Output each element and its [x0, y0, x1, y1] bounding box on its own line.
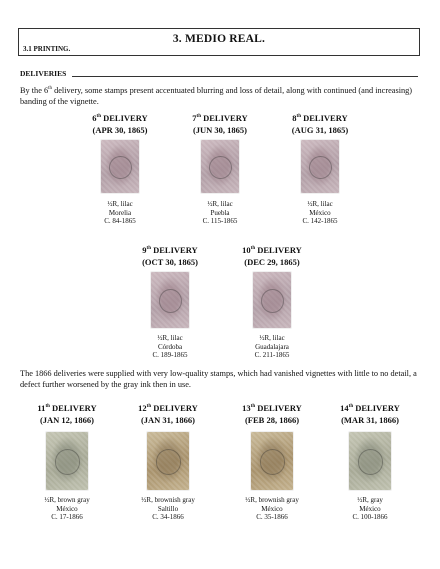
subsection-title: 3.1 PRINTING. [23, 45, 71, 53]
section-title: 3. MEDIO REAL. [172, 33, 266, 45]
stamp-card [270, 112, 370, 226]
stamp-image [201, 140, 239, 193]
stamp-card [70, 112, 170, 226]
delivery-date: (JAN 31, 1866) [140, 415, 196, 425]
delivery-title: 11th DELIVERY [37, 403, 97, 413]
stamp-caption: ½R, gray México C. 100-1866 [352, 496, 388, 522]
stamp-image [46, 432, 88, 490]
delivery-title: 8th DELIVERY [292, 113, 348, 123]
stamp-image [147, 432, 189, 490]
stamp-caption: ½R, lilac Guadalajara C. 211-1865 [254, 334, 290, 360]
delivery-title: 13th DELIVERY [242, 403, 302, 413]
stamp-caption: ½R, lilac Morelia C. 84-1865 [104, 200, 136, 226]
stamp-image [251, 432, 293, 490]
stamp-image [301, 140, 339, 193]
delivery-date: (AUG 31, 1865) [291, 125, 349, 135]
paragraph-1866: The 1866 deliveries were supplied with very low-quality stamps, which had vanished vignettes with little to no detail, a defect further worsened by the gray ink then in use. [20, 369, 417, 389]
stamp-card [120, 244, 220, 360]
delivery-date: (MAR 31, 1866) [341, 415, 399, 425]
stamp-caption: ½R, brown gray México C. 17-1866 [44, 496, 90, 522]
stamp-caption: ½R, lilac México C. 142-1865 [302, 200, 338, 226]
delivery-date: (FEB 28, 1866) [244, 415, 300, 425]
delivery-title: 9th DELIVERY [142, 245, 198, 255]
stamp-caption: ½R, brownish gray Saltillo C. 34-1866 [141, 496, 195, 522]
deliveries-rule [72, 76, 418, 77]
delivery-title: 12th DELIVERY [138, 403, 198, 413]
stamp-image [101, 140, 139, 193]
stamp-image [151, 272, 189, 328]
delivery-title: 10th DELIVERY [242, 245, 302, 255]
section-header-box [18, 28, 420, 56]
delivery-title: 7th DELIVERY [192, 113, 248, 123]
delivery-title: 6th DELIVERY [92, 113, 148, 123]
stamp-image [253, 272, 291, 328]
stamp-card [17, 402, 117, 522]
delivery-date: (JUN 30, 1865) [192, 125, 248, 135]
intro-paragraph: By the 6th delivery, some stamps present accentuated blurring and loss of detail, along with continued (and increasing) banding of the vignette. [20, 85, 413, 106]
stamp-card [320, 402, 420, 522]
delivery-title: 14th DELIVERY [340, 403, 400, 413]
stamp-card [170, 112, 270, 226]
stamp-caption: ½R, brownish gray México C. 35-1866 [245, 496, 299, 522]
stamp-card [222, 244, 322, 360]
stamp-card [222, 402, 322, 522]
delivery-date: (APR 30, 1865) [92, 125, 148, 135]
delivery-date: (DEC 29, 1865) [244, 257, 300, 267]
deliveries-heading: DELIVERIES [20, 69, 67, 78]
stamp-caption: ½R, lilac Puebla C. 115-1865 [202, 200, 238, 226]
delivery-date: (OCT 30, 1865) [142, 257, 198, 267]
stamp-card [118, 402, 218, 522]
stamp-image [349, 432, 391, 490]
stamp-caption: ½R, lilac Córdoba C. 189-1865 [152, 334, 188, 360]
delivery-date: (JAN 12, 1866) [39, 415, 95, 425]
